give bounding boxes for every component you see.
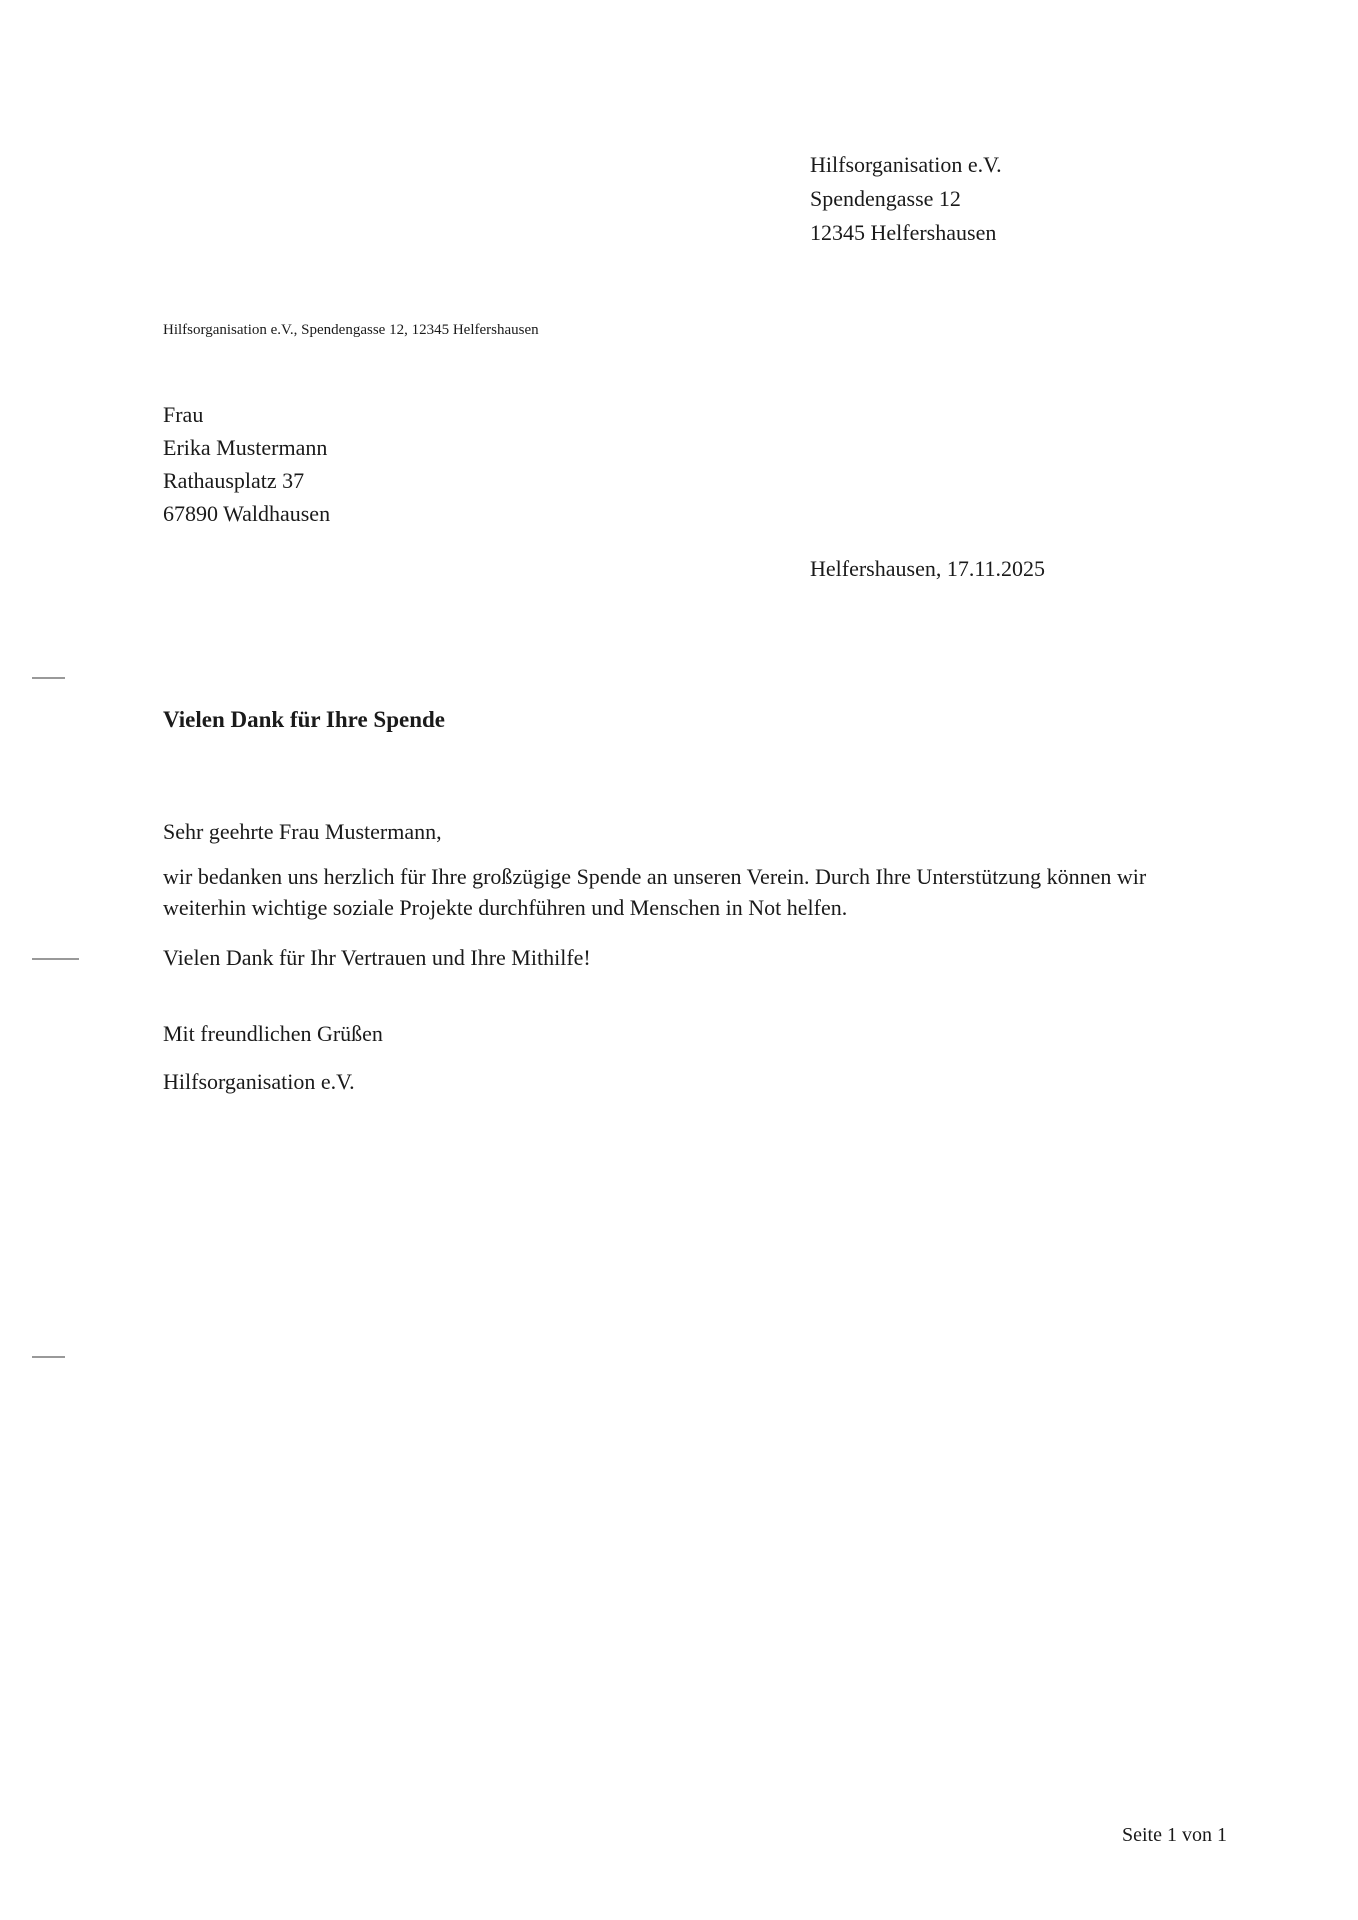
fold-mark-center — [32, 958, 79, 960]
salutation: Sehr geehrte Frau Mustermann, — [163, 819, 442, 844]
recipient-salutation: Frau — [163, 402, 204, 427]
fold-mark — [32, 1356, 65, 1358]
return-address-line: Hilfsorganisation e.V., Spendengasse 12, 12345 Helfershausen — [163, 322, 539, 338]
letter-body — [163, 816, 1178, 973]
subject-line: Vielen Dank für Ihre Spende — [163, 707, 446, 732]
recipient-city: 67890 Waldhausen — [163, 501, 331, 526]
signature-name: Hilfsorganisation e.V. — [163, 1069, 355, 1094]
recipient-street: Rathausplatz 37 — [163, 468, 305, 493]
sender-city: 12345 Helfershausen — [810, 220, 997, 245]
recipient-name: Erika Mustermann — [163, 435, 328, 460]
page-footer: Seite 1 von 1 — [1122, 1824, 1227, 1846]
recipient-address-block — [163, 398, 330, 530]
fold-mark — [32, 677, 65, 679]
date-line: Helfershausen, 17.11.2025 — [810, 556, 1046, 581]
sender-name: Hilfsorganisation e.V. — [810, 152, 1002, 177]
sender-address-block — [810, 148, 1002, 250]
body-paragraph: Vielen Dank für Ihr Vertrauen und Ihre Mithilfe! — [163, 945, 591, 970]
sender-street: Spendengasse 12 — [810, 186, 961, 211]
closing-phrase: Mit freundlichen Grüßen — [163, 1021, 383, 1046]
closing-block — [163, 1018, 383, 1097]
body-paragraph: wir bedanken uns herzlich für Ihre großzügige Spende an unseren Verein. Durch Ihre Unterstützung können wir weiterhin wichtige soziale Projekte durchführen und Menschen in Not helfen. — [163, 864, 1147, 920]
